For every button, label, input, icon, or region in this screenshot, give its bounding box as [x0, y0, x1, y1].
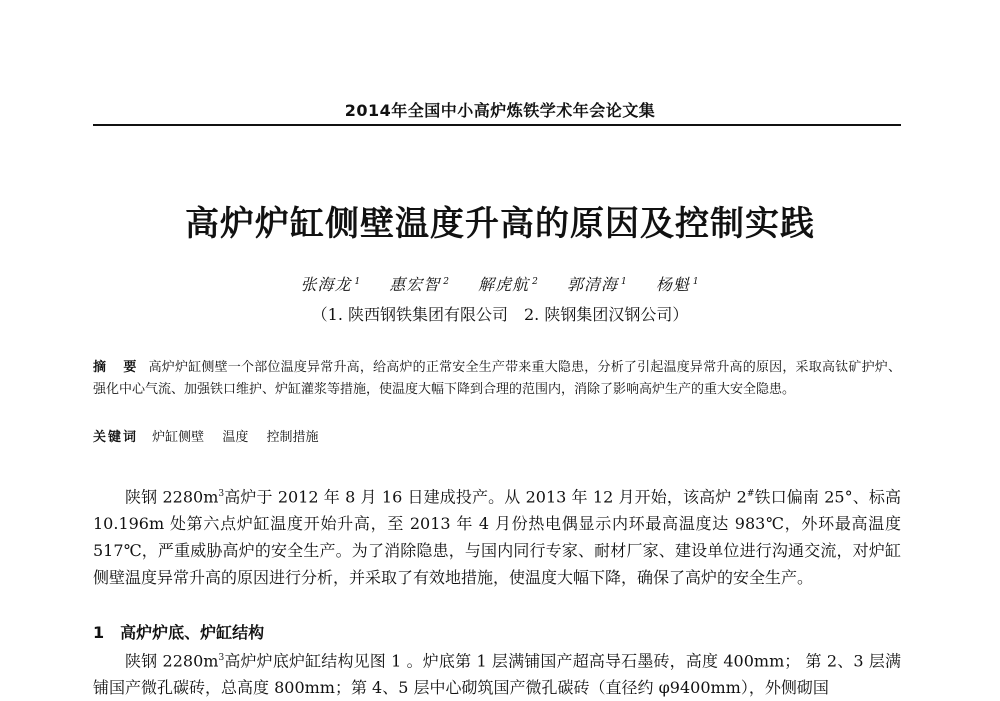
- section-body: [93, 645, 901, 701]
- intro-body: [93, 481, 901, 591]
- keywords: [93, 428, 901, 448]
- keyword: 炉缸侧壁: [152, 430, 205, 445]
- section-number: 1: [93, 623, 105, 642]
- author-3: 解虎航 $^2$: [478, 275, 539, 294]
- keyword: 温度: [222, 430, 249, 445]
- abstract-label: 摘 要: [93, 360, 139, 375]
- author-2: 惠宏智 $^2$: [389, 275, 451, 294]
- abstract: [93, 357, 901, 401]
- affiliation: （1. 陕西钢铁集团有限公司 2. 陕钢集团汉钢公司）: [311, 305, 689, 324]
- proceedings-title: 2014年全国中小高炉炼铁学术年会论文集: [344, 101, 656, 120]
- section-heading: [93, 620, 264, 643]
- abstract-text: 高炉炉缸侧壁一个部位温度异常升高，给高炉的正常安全生产带来重大隐患，分析了引起温度异常升高的原因，采取高钛矿护炉、强化中心气流、加强铁口维护、炉缸灌浆等措施，使温度大幅下降到合理的范围内，消除了影响高炉生产的重大安全隐患。: [93, 360, 901, 397]
- intro-paragraph: 陕钢 $2280m^3$高炉于 2012 年 8 月 16 日建成投产。从 2013 年 12 月开始，该高炉 2#铁口偏南 25°、标高 10.196m 处第六点炉缸温度开始升高，至 2013 年 4 月份热电偶显示内环最高温度达 983℃，外环最高温度 517℃，严重威胁高炉的安全生产。为了消除隐患，与国内同行专家、耐材厂家、建设单位进行沟通交流，对炉缸侧壁温度异常升高的原因进行分析，并采取了有效地措施，使温度大幅下降，确保了高炉的安全生产。: [93, 487, 901, 588]
- author-4: 郭清海 $^1$: [566, 275, 628, 294]
- section-paragraph: 陕钢 $2280m^3$高炉炉底炉缸结构见图 1 。炉底第 1 层满铺国产超高导石墨砖，高度 400mm； 第 2、3 层满铺国产微孔碳砖，总高度 800mm；第 4、5 层中心砌筑国产微孔碳砖（直径约 φ9400mm），外侧砌国: [93, 651, 901, 698]
- author-1: 张海龙 $^1$: [300, 275, 362, 294]
- section-title: 高炉炉底、炉缸结构: [120, 623, 265, 642]
- header-rule: [93, 124, 901, 126]
- keywords-label: 关键词: [93, 430, 139, 445]
- paper-title: 高炉炉缸侧壁温度升高的原因及控制实践: [185, 204, 815, 244]
- author-5: 杨魁 $^1$: [655, 275, 700, 294]
- keyword: 控制措施: [266, 430, 319, 445]
- author-list: [0, 272, 1000, 295]
